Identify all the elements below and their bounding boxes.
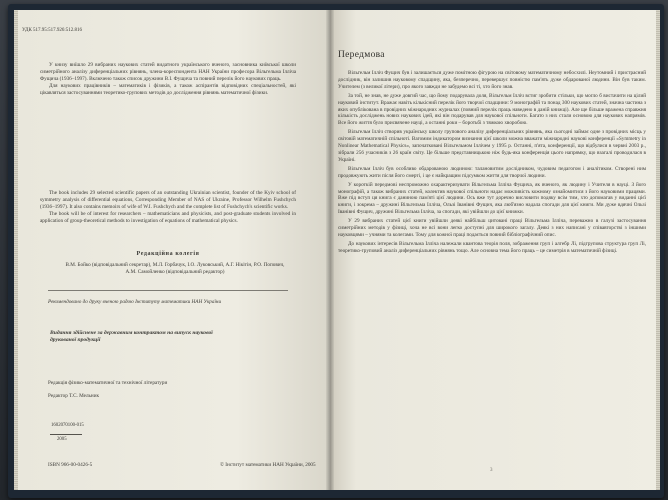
classification-fraction — [47, 421, 85, 459]
english-annotation-paragraph: The book will be of interest for researchers – mathematicians and physicists, and post-graduate students involved in application of group-theoretical methods to investigation of equations of mathematical physics. — [40, 210, 296, 224]
editor-name: Редактор Т.С. Мельник — [48, 392, 99, 399]
english-annotation — [40, 190, 296, 225]
fraction-line — [50, 434, 82, 435]
copyright-notice: © Інститут математики НАН України, 2005 — [220, 462, 316, 468]
preface-body — [338, 70, 646, 257]
editorial-board-members: В.М. Бойко (відповідальний секретар), М.Л. Горбачук, І.О. Луковський, А.Г. Нікітін, Р.О. Попович, А.М. Самойленко (відповідальний редактор) — [65, 262, 285, 275]
fraction-denominator: 2005 — [57, 437, 67, 442]
ukrainian-annotation-paragraph: У книзу виїшло 29 вибраних наукових статей видатного українського вченого, засновника київської школи симетрійного аналізу диференціальних рівнянь, члена-кореспондента НАН України професора Вільгельма Іллічa Фущичa (1936–1997). Включено також список дружини В.І. Фущичa та повний перелік його наукових праць. — [40, 62, 296, 82]
preface-paragraph: Вільгельм Ілліч Фущич був і залишається дуже помітною фігурою на світовому математичному небосхилі. Неутомний і пристрасний дослідник, він залишив науковому спадщину, яка, безперечно, перевершує повністю пам'ять дуже обдарованої людини. Він був таким. Учителем (з великої літери), про якого завжди не забудемо всі ті, хто його знав. — [338, 70, 646, 90]
ukrainian-annotation-paragraph: Для наукових працівників – математиків і фізиків, а також аспірантів відповідних спеціальностей, які цікавляться застосуваннями теоретико-групових методів до дослідження рівнянь математичної фізики. — [40, 82, 296, 96]
editorial-office — [48, 380, 168, 400]
preface-paragraph: Вільгельм Ілліч був особливо обдарованою людиною: талановитим дослідником, чудовим педагогом і аналітиком. Створені ним продовжують жити після його смерті, і це є найкращим підсумком життя для творчої людини. — [338, 165, 646, 179]
preface-paragraph: До наукових інтересів Вільгельма Ілліча належали квантова теорія поля, зображення груп і алгебр Лі, підгрупова структура груп Лі, теоретико-груповий аналіз диференціальних рівнянь тощо. Але основна тема його праць – це симетрія в математичній фізиці. — [338, 240, 646, 254]
preface-paragraph: У короткій передмові неспроможно охарактеризувати Вільгельма Ілліча Фущича, як вченого, як людину і Учителя в науці. З його монографій, а також вибраних статей, колектив наукової спільноти надає можливість кожному ознайомитися з його науковими працями. Вже під вступ ця книга є даниною пам'яті цієї людини. Ось вже тут доречно висловити подяку всім тим, хто допомагав у виданні цієї книги, і зокрема – дружині Вільгельма Ілліча, Ользі Іванівні Фущич, яка люб'язно надала спогади для цієї книги. Ми дуже вдячні Ользі Іванівні Фущич, дружині Вільгельма Ілліча, за спогади, які увійшли до цієї книжки. — [338, 181, 646, 216]
page-title: Передмова — [338, 50, 385, 60]
recommendation-text: Рекомендовано до друку вченою радою Інституту математики НАН України — [48, 299, 222, 305]
preface-paragraph: За той, не знав, не дуже довгий час, що йому подарувала доля, Вільгельм Ілліч встиг зробити стільки, що могло б вистачити на цілий науковий інститут. Вражає навіть кількісний перелік його творчої спадщини: 9 монографій та понад 300 наукових статей, значна частина з яких опублікована в провідних міжнародних журналах (повний перелік праць наведено в даній книжці). Але ще більше вражена справжня кількість досліджень нових наукових ідей, які він подарував для наукової спільноти. Багато з них стали основою для наукових напрямів. Все його життя було присвячене науці, а останні роки – боротьбі з тяжкою хворобою. — [338, 92, 646, 127]
fraction-numerator: 1602070100-015 — [51, 423, 84, 428]
english-annotation-paragraph: The book includes 29 selected scientific papers of an outstanding Ukrainian scientist, founder of the Kyiv school of symmetry analysis of differential equations, Corresponding Member of NAS of Ukraine, Professor Wilhelm Fushchych (1936–1997). It also contains memoirs of wife of W.I. Fushchych and the complete list of Fushchych's scientific works. — [40, 190, 296, 210]
book-gutter — [326, 10, 334, 490]
editorial-office-name: Редакція фізико-математичної та технічної літератури — [48, 380, 168, 386]
editorial-board-title: Редакційна колегія — [136, 251, 200, 257]
right-page-edges — [656, 10, 660, 490]
divider-line — [48, 290, 288, 291]
preface-paragraph: У 29 вибраних статей цієї книги увійшли деякі найбільш цитовані праці Вільгельма Ілліча, переважно в галузі застосування симетрійних методів у фізиці, хоча не всі вони легко доступні для широкого загалу. Деякі з них написані у співавторстві з іншими науковцями – учнями та колегами. Тому для кожної праці подається повний бібліографічний опис. — [338, 218, 646, 238]
preface-paragraph: Вільгельм Ілліч створив українську школу групового аналізу диференціальних рівнянь, яка сьогодні займає одне з провідних місць у світовій математичній спільноті. Вагомим індикатором визнання цієї школи можна вважати міжнародні наукові конференції «Symmetry in Nonlinear Mathematical Physics», започатковані Вільгельмом Іллічем у 1995 р. Останні, п'ята, конференції, що відбулися в червні 2003 р., зібрали 256 учасників з 26 країн світу. Це більше представницькою ніж будь-яка конференція цього напрямку, що взагалі проводилася в Україні. — [338, 129, 646, 163]
state-contract-note: Видання здійснене за державним контрактом на випуск наукової друкованої продукції — [50, 330, 213, 344]
isbn-number: ISBN 966-00-0426-5 — [48, 462, 93, 468]
ukrainian-annotation — [40, 62, 296, 97]
udk-code: УДК 517.95:517.926:512.816 — [22, 28, 83, 33]
page-number: 3 — [490, 468, 493, 473]
